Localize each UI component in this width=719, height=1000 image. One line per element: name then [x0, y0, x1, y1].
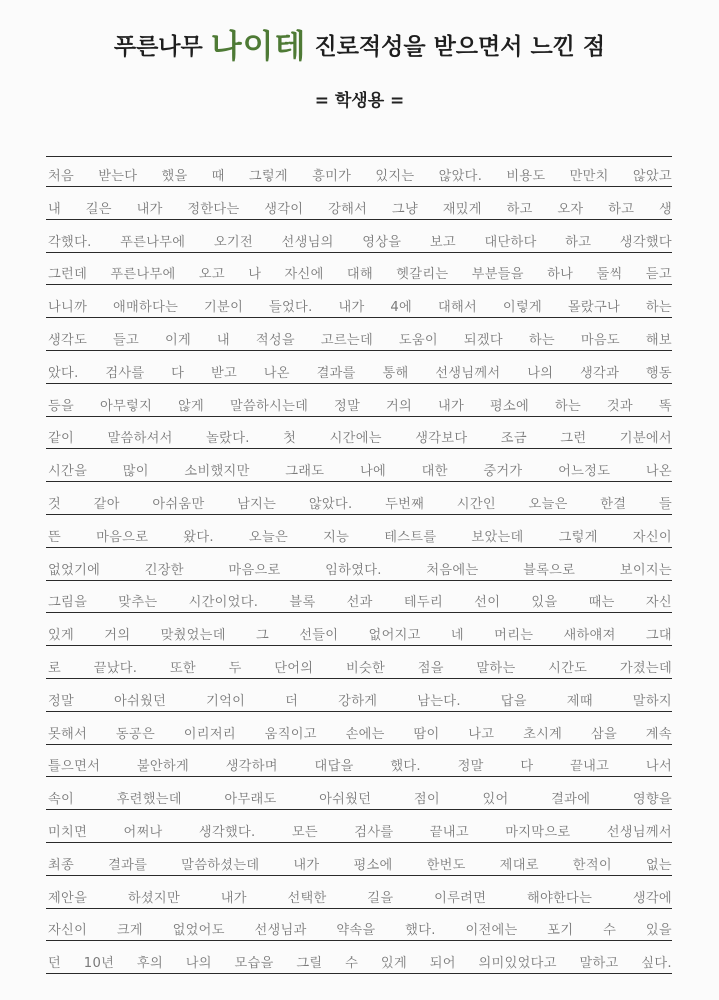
- essay-line: 틀으면서 불안하게 생각하며 대답을 했다. 정말 다 끝내고 나서: [48, 759, 672, 775]
- essay-line: 등을 아무렇지 않게 말씀하시는데 정말 거의 내가 평소에 하는 것과 똑: [48, 398, 672, 414]
- rule-line: [46, 612, 672, 613]
- rule-line: [46, 940, 672, 941]
- lined-sheet: [46, 152, 674, 972]
- rule-line: [46, 842, 672, 843]
- rule-line: [46, 284, 672, 285]
- rule-line: [46, 744, 672, 745]
- rule-line: [46, 711, 672, 712]
- essay-line: 없었기에 긴장한 마음으로 임하였다. 처음에는 블록으로 보이지는: [48, 562, 672, 578]
- rule-line: [46, 448, 672, 449]
- essay-line: 것 같아 아쉬움만 남지는 않았다. 두번째 시간인 오늘은 한결 들: [48, 497, 672, 512]
- rule-line: [46, 252, 672, 253]
- essay-line: 시간을 많이 소비했지만 그래도 나에 대한 중거가 어느정도 나온: [48, 464, 672, 480]
- rule-line: [46, 908, 672, 909]
- rule-line: [46, 875, 672, 876]
- essay-line: 그런데 푸른나무에 오고 나 자신에 대해 헷갈리는 부분들을 하나 둘씩 듣고: [48, 267, 672, 283]
- rule-line: [46, 547, 672, 548]
- rule-line: [46, 580, 672, 581]
- essay-line: 같이 말씀하셔서 놀랐다. 첫 시간에는 생각보다 조금 그런 기분에서: [48, 431, 672, 447]
- rule-line: [46, 809, 672, 810]
- essay-line: 있게 거의 맞췄었는데 그 선들이 없어지고 네 머리는 새하얘져 그대: [48, 628, 672, 644]
- essay-line: 제안을 하셨지만 내가 선택한 길을 이루려면 해야한다는 생각에: [48, 890, 672, 906]
- essay-line: 못해서 동공은 이리저리 움직이고 손에는 땀이 나고 초시계 삼을 계속: [48, 726, 672, 742]
- essay-line: 내 길은 내가 정한다는 생각이 강해서 그냥 재밌게 하고 오자 하고 생: [48, 201, 672, 217]
- essay-line: 던 10년 후의 나의 모습을 그릴 수 있게 되어 의미있었다고 말하고 싶다.: [48, 956, 672, 972]
- title-brand: 나이테: [210, 27, 307, 65]
- rule-line: [46, 416, 672, 417]
- rule-line: [46, 350, 672, 351]
- rule-line: [46, 776, 672, 777]
- essay-line: 미치면 어쩌나 생각했다. 모든 검사를 끝내고 마지막으로 선생님께서: [48, 825, 672, 840]
- essay-line: 로 끝났다. 또한 두 단어의 비슷한 점을 말하는 시간도 가졌는데: [48, 661, 672, 676]
- essay-line: 정말 아쉬웠던 기억이 더 강하게 남는다. 답을 제때 말하지: [48, 693, 672, 709]
- essay-line: 최종 결과를 말씀하셨는데 내가 평소에 한번도 제대로 한적이 없는: [48, 857, 672, 873]
- essay-line: 았다. 검사를 다 받고 나온 결과를 통해 선생님께서 나의 생각과 행동: [48, 365, 672, 381]
- rule-line: [46, 514, 672, 515]
- essay-line: 각했다. 푸른나무에 오기전 선생님의 영상을 보고 대단하다 하고 생각했다: [48, 234, 672, 250]
- rule-line: [46, 645, 672, 646]
- rule-line: [46, 481, 672, 482]
- essay-line: 자신이 크게 없었어도 선생님과 약속을 했다. 이전에는 포기 수 있을: [48, 923, 672, 939]
- rule-line: [46, 186, 672, 187]
- title-prefix: 푸른나무: [113, 33, 203, 60]
- essay-line: 나니까 애매하다는 기분이 들었다. 내가 4에 대해서 이렇게 몰랐구나 하는: [48, 300, 672, 316]
- rule-line: [46, 383, 672, 384]
- rule-line: [46, 973, 672, 974]
- essay-line: 처음 받는다 했을 때 그렇게 흥미가 있지는 않았다. 비용도 만만치 않았고: [48, 169, 672, 184]
- rule-line: [46, 317, 672, 318]
- subtitle: = 학생용 =: [314, 91, 405, 111]
- title-suffix: 진로적성을 받으면서 느낀 점: [314, 33, 606, 60]
- rule-line: [46, 219, 672, 220]
- page-title: [0, 22, 719, 66]
- essay-line: 속이 후련했는데 아무래도 아쉬웠던 점이 있어 결과에 영향을: [48, 792, 672, 808]
- essay-line: 뜬 마음으로 왔다. 오늘은 지능 테스트를 보았는데 그렇게 자신이: [48, 529, 672, 545]
- essay-line: 생각도 들고 이게 내 적성을 고르는데 도움이 되겠다 하는 마음도 해보: [48, 333, 672, 348]
- rule-line: [46, 678, 672, 679]
- essay-line: 그림을 맞추는 시간이었다. 블록 선과 테두리 선이 있을 때는 자신: [48, 595, 672, 611]
